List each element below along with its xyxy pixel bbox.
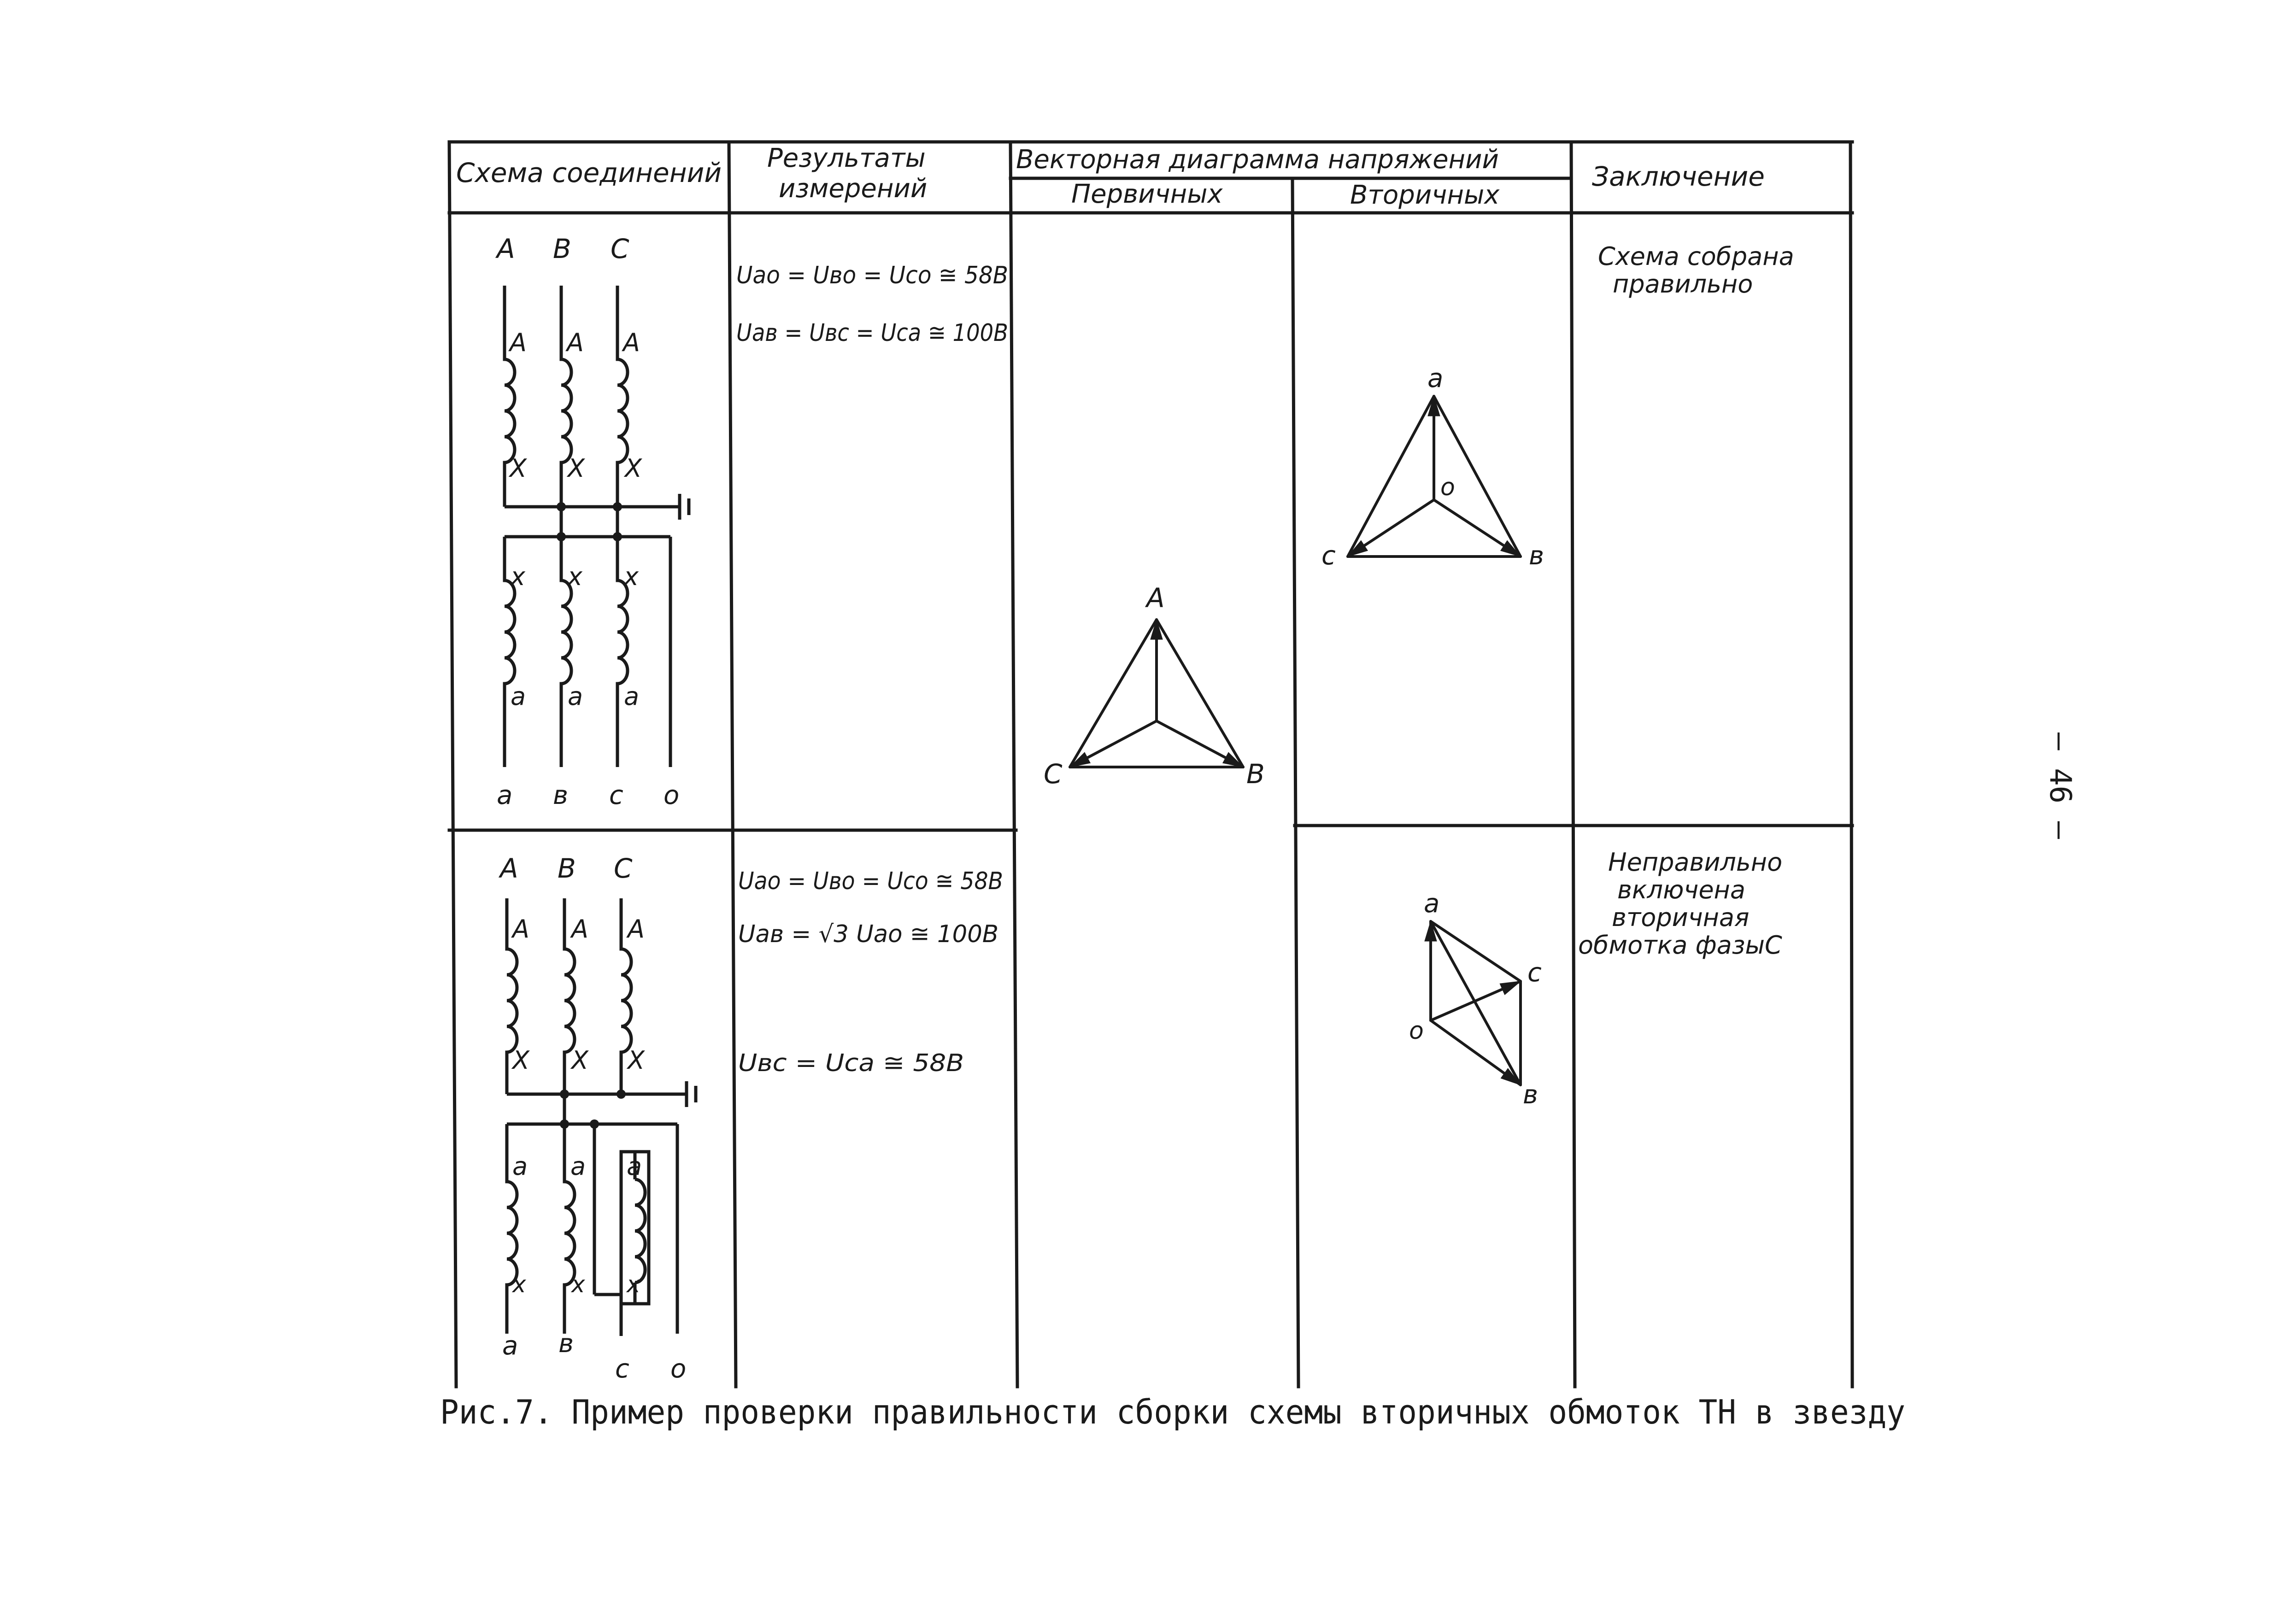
- svg-text:o: o: [664, 780, 680, 810]
- svg-text:X: X: [625, 454, 642, 483]
- svg-text:a: a: [497, 780, 513, 810]
- scheme-row2: [498, 853, 696, 1384]
- svg-text:o: o: [1440, 474, 1455, 501]
- svg-text:x: x: [627, 1271, 640, 1298]
- conclusion-row2-line1: Неправильно: [1608, 848, 1783, 877]
- page-number: – 46 –: [2043, 732, 2077, 839]
- result-row1-line1: Uao = Uво = Uco ≅ 58В: [736, 262, 1008, 289]
- svg-text:x: x: [511, 562, 525, 591]
- scheme-row1: [495, 233, 689, 810]
- svg-text:A: A: [500, 853, 518, 884]
- svg-text:a: a: [1424, 889, 1440, 919]
- svg-text:X: X: [571, 1046, 588, 1075]
- svg-text:A: A: [623, 328, 640, 357]
- header-secondary: Вторичных: [1350, 180, 1500, 210]
- conclusion-row2-line2: включена: [1617, 875, 1745, 904]
- svg-text:x: x: [571, 1271, 585, 1298]
- svg-text:a: a: [568, 682, 583, 711]
- svg-text:a: a: [624, 682, 640, 711]
- svg-text:в: в: [558, 1329, 574, 1359]
- svg-text:a: a: [511, 682, 526, 711]
- result-row2-line1: Uao = Uвo = Uco ≅ 58В: [738, 867, 1003, 895]
- svg-text:B: B: [1246, 758, 1265, 790]
- svg-text:X: X: [628, 1046, 645, 1075]
- svg-text:x: x: [624, 562, 639, 591]
- header-results-1: Результаты: [767, 143, 926, 173]
- conclusion-row2-line3: вторичная: [1612, 903, 1750, 932]
- svg-text:o: o: [670, 1354, 687, 1384]
- secondary-vector-diagram-row1: [1321, 363, 1544, 571]
- svg-text:A: A: [497, 233, 515, 264]
- svg-text:A: A: [512, 914, 529, 943]
- svg-text:A: A: [1146, 582, 1165, 614]
- header-primary: Первичных: [1071, 179, 1223, 209]
- svg-text:c: c: [1527, 958, 1542, 988]
- svg-text:x: x: [512, 1271, 526, 1298]
- svg-text:B: B: [553, 233, 571, 264]
- svg-text:a: a: [1427, 363, 1444, 393]
- svg-text:X: X: [568, 454, 585, 483]
- header-conclusion: Заключение: [1592, 161, 1765, 192]
- svg-text:c: c: [615, 1354, 629, 1384]
- svg-text:o: o: [1409, 1017, 1424, 1045]
- svg-text:x: x: [568, 562, 582, 591]
- result-row2-line2: Uaв = √3 Uao ≅ 100В: [738, 920, 998, 948]
- svg-text:X: X: [512, 1046, 529, 1075]
- svg-text:c: c: [1321, 541, 1336, 571]
- svg-text:A: A: [628, 914, 645, 943]
- svg-text:A: A: [567, 328, 584, 357]
- header-scheme: Схема соединений: [456, 157, 722, 188]
- header-vector: Векторная диаграмма напряжений: [1016, 145, 1499, 175]
- table-grid: [449, 142, 1852, 1387]
- svg-text:в: в: [1523, 1080, 1538, 1110]
- svg-text:c: c: [609, 780, 623, 810]
- result-row2-line3: Uвс = Uca ≅ 58В: [738, 1049, 964, 1077]
- svg-text:a: a: [512, 1152, 528, 1181]
- secondary-vector-diagram-row2: [1409, 889, 1542, 1110]
- svg-text:B: B: [558, 853, 576, 884]
- svg-text:a: a: [627, 1152, 642, 1181]
- svg-text:a: a: [570, 1152, 586, 1181]
- svg-text:в: в: [1529, 541, 1544, 571]
- svg-text:X: X: [510, 454, 527, 483]
- svg-text:в: в: [553, 780, 569, 810]
- header-results-2: измерений: [779, 174, 928, 204]
- conclusion-row1-line1: Схема собрана: [1598, 242, 1794, 271]
- result-row1-line2: Uaв = Uвс = Uca ≅ 100В: [736, 319, 1008, 347]
- figure-caption: Рис.7. Пример проверки правильности сборки схемы вторичных обмоток ТН в звезду: [440, 1393, 1905, 1431]
- svg-text:C: C: [1044, 758, 1063, 790]
- svg-text:A: A: [510, 328, 527, 357]
- svg-text:A: A: [571, 914, 588, 943]
- conclusion-row1-line2: правильно: [1613, 270, 1753, 299]
- primary-vector-diagram: [1044, 582, 1265, 790]
- conclusion-row2-line4: обмотка фазыC: [1578, 931, 1782, 960]
- svg-text:a: a: [502, 1331, 518, 1361]
- svg-text:C: C: [611, 233, 629, 264]
- svg-text:C: C: [614, 853, 633, 884]
